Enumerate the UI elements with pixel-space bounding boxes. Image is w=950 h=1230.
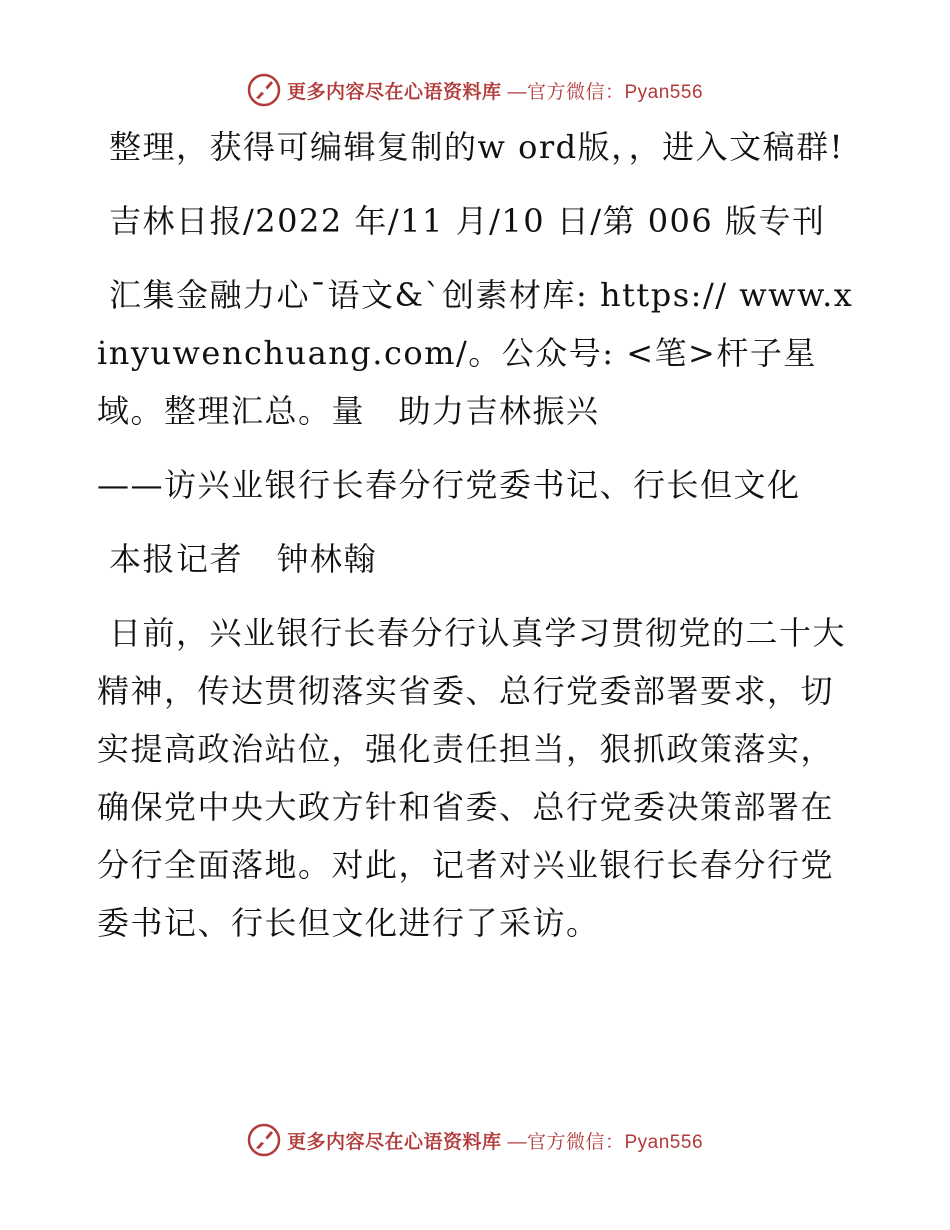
footer-wechat-text: —官方微信：Pyan556 [507,1131,704,1153]
subheadline: ——访兴业银行长春分行党委书记、行长但文化 [97,466,801,504]
quill-logo-icon [247,1123,281,1157]
document-body [97,118,857,968]
header-banner [0,70,950,110]
byline: 本报记者 钟林翰 [109,540,378,578]
intro-paragraph: 整理，获得可编辑复制的w ord版，，进入文稿群! [109,128,844,166]
body-paragraph: 日前，兴业银行长春分行认真学习贯彻党的二十大精神，传达贯彻落实省委、总行党委部署要求，切实提高政治站位，强化责任担当，狠抓政策落实，确保党中央大政方针和省委、总行党委决策部署在分行全面落地。对此，记者对兴业银行长春分行党委书记、行长但文化进行了采访。 [97,614,847,942]
footer-brand-text: 更多内容尽在心语资料库 [286,1130,502,1153]
headline: 汇集金融力心¯语文&`创素材库: https:// www.xinyuwenchuang.com/。公众号: <笔>杆子星域。整理汇总。量 助力吉林振兴 [97,276,854,430]
header-wechat-text: —官方微信：Pyan556 [507,81,704,103]
quill-logo-icon [247,73,281,107]
source-line: 吉林日报/2022 年/11 月/10 日/第 006 版专刊 [109,202,826,240]
header-brand-text: 更多内容尽在心语资料库 [286,80,502,103]
footer-banner [0,1120,950,1160]
